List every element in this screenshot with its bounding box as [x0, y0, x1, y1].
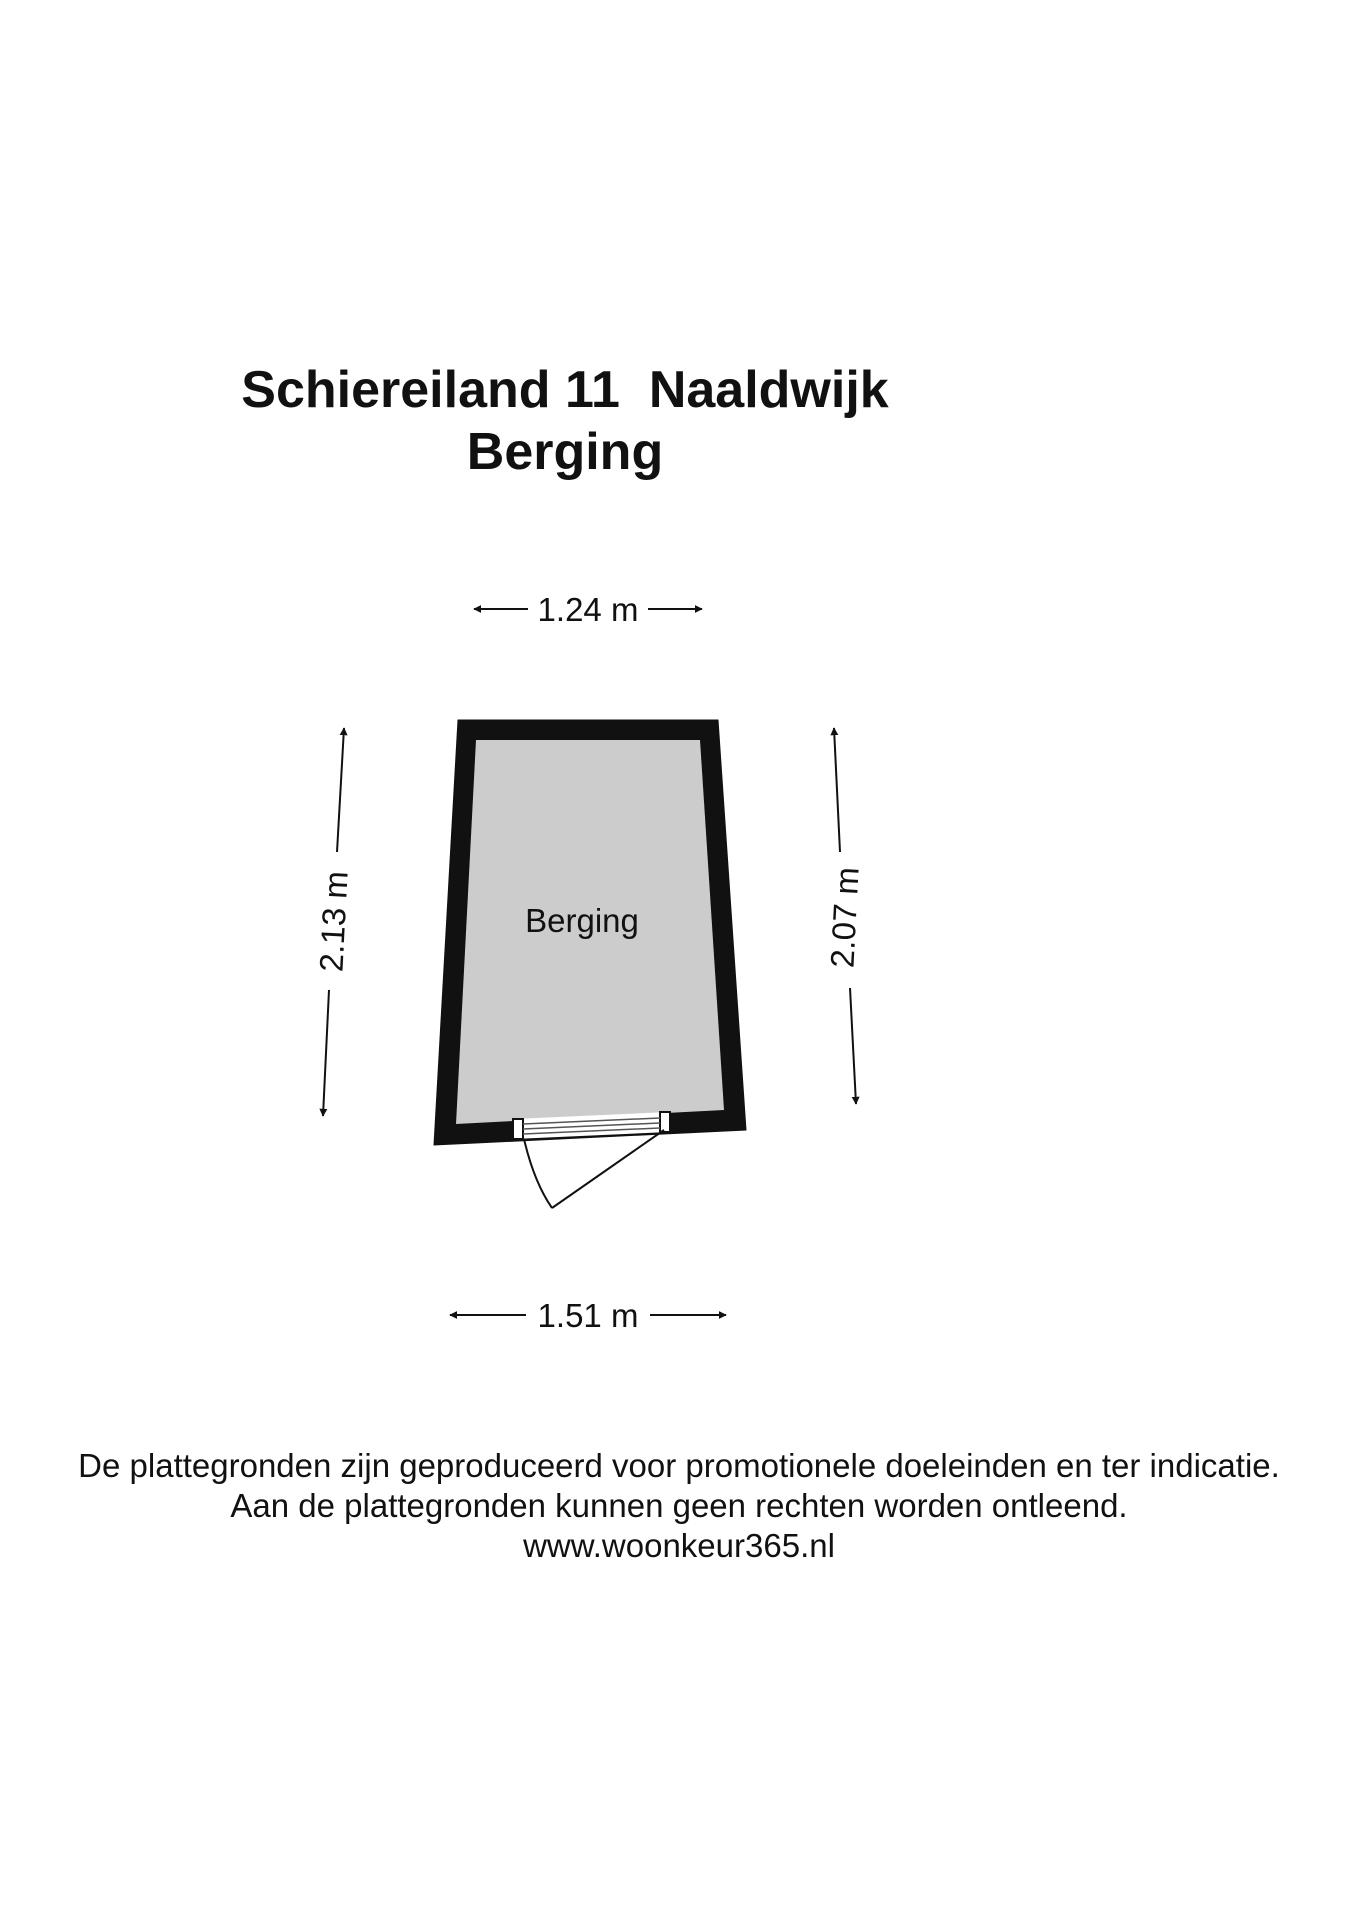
door-swing-arc	[524, 1139, 552, 1208]
disclaimer-line-1: De plattegronden zijn geproduceerd voor promotionele doeleinden en ter indicatie.	[78, 1447, 1280, 1484]
right-dimension-arrow-down	[850, 988, 856, 1104]
left-dimension-label: 2.13 m	[312, 870, 355, 973]
top-dimension-label: 1.24 m	[537, 591, 639, 628]
door-frame-left	[513, 1119, 523, 1139]
door-leaf	[552, 1130, 664, 1208]
floor-title: Berging	[466, 423, 664, 481]
website-link[interactable]: www.woonkeur365.nl	[523, 1527, 835, 1564]
disclaimer-line-2: Aan de plattegronden kunnen geen rechten worden ontleend.	[230, 1487, 1128, 1524]
room-label: Berging	[525, 902, 639, 939]
bottom-dimension-label: 1.51 m	[537, 1297, 639, 1334]
left-dimension-arrow-down	[323, 990, 329, 1116]
door-frame-right	[660, 1112, 670, 1132]
left-dimension-arrow-up	[337, 728, 344, 852]
address-title: Schiereiland 11 Naaldwijk	[241, 361, 889, 419]
right-dimension-arrow-up	[834, 728, 840, 852]
right-dimension-label: 2.07 m	[823, 866, 866, 969]
